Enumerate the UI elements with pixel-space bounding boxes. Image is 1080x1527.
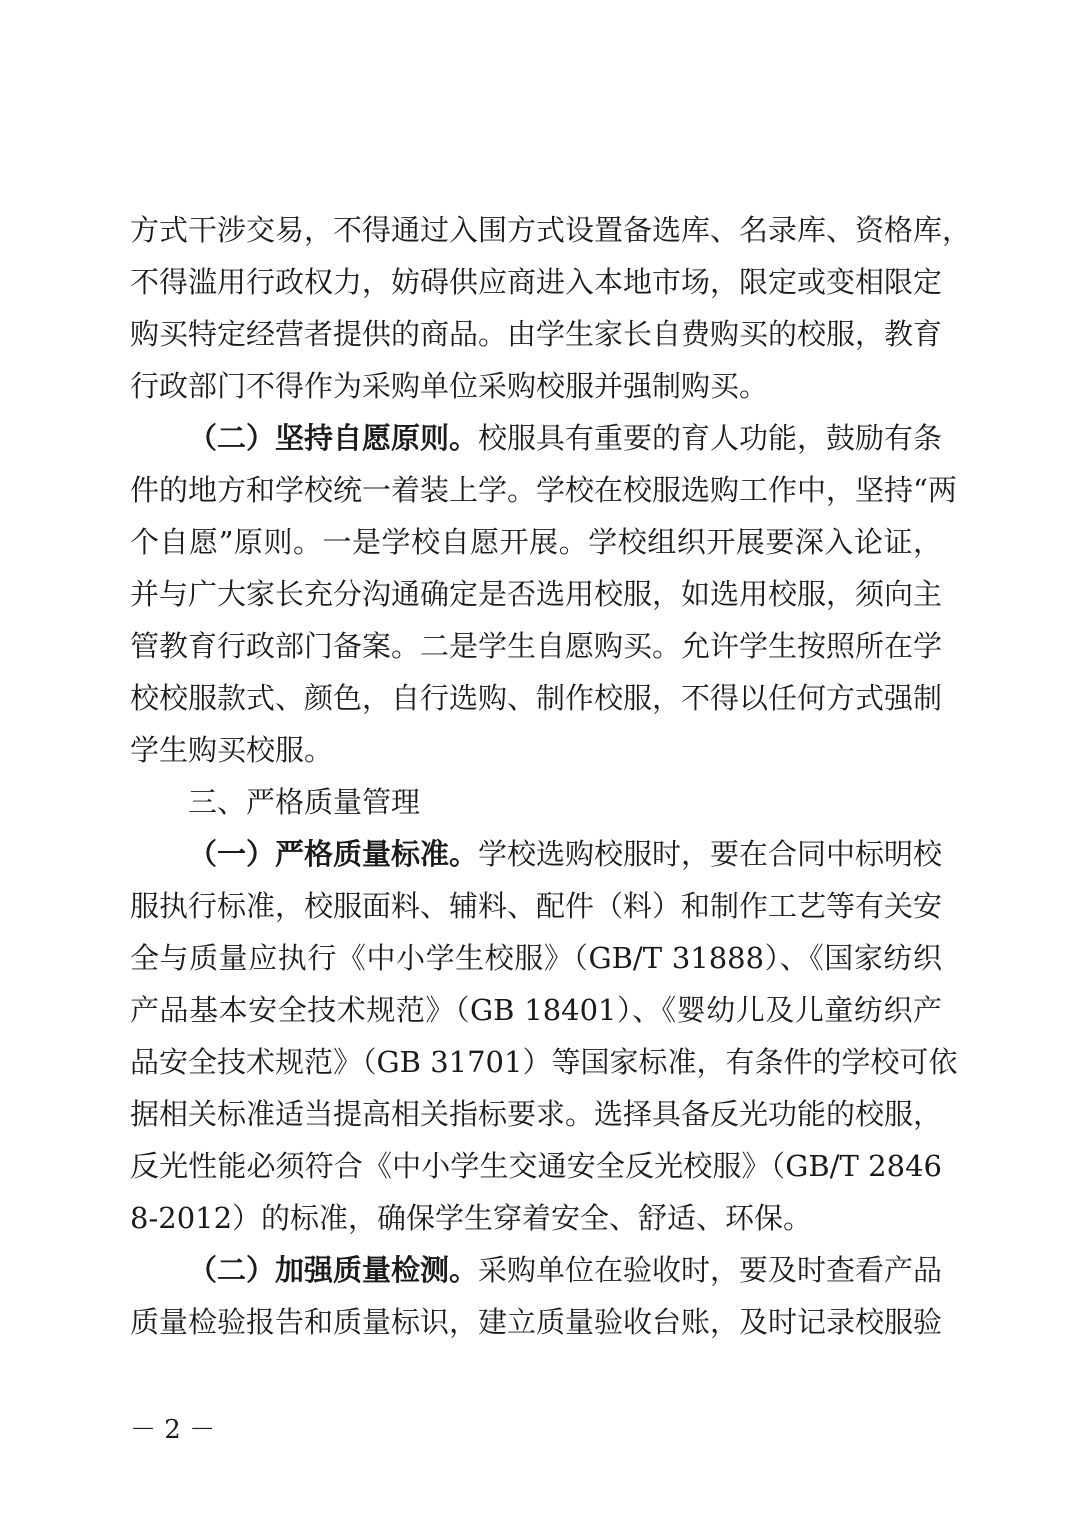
paragraph-3-line-7: 反光性能必须符合《中小学生交通安全反光校服》（GB/T 2846 [130, 1149, 942, 1183]
paragraph-3-line-6: 据相关标准适当提高相关指标要求。选择具备反光功能的校服， [130, 1097, 943, 1131]
paragraph-3-first-line-rest: 学校选购校服时，要在合同中标明校 [478, 837, 943, 871]
paragraph-3-line-4: 产品基本安全技术规范》（GB 18401）、《婴幼儿及儿童纺织产 [130, 993, 942, 1027]
paragraph-3-line-2: 服执行标准，校服面料、辅料、配件（料）和制作工艺等有关安 [130, 889, 943, 923]
paragraph-1-line-4: 行政部门不得作为采购单位采购校服并强制购买。 [130, 369, 769, 403]
paragraph-3-line-1 [188, 828, 942, 880]
paragraph-2-line-4: 并与广大家长充分沟通确定是否选用校服，如选用校服，须向主 [130, 577, 943, 611]
paragraph-3-line-3: 全与质量应执行《中小学生校服》（GB/T 31888）、《国家纺织 [130, 941, 942, 975]
paragraph-1-line-1: 方式干涉交易，不得通过入围方式设置备选库、名录库、资格库， [130, 213, 972, 247]
paragraph-2-line-7: 学生购买校服。 [130, 733, 334, 767]
paragraph-1-line-3: 购买特定经营者提供的商品。由学生家长自费购买的校服，教育 [130, 317, 943, 351]
paragraph-2-lead: （二）坚持自愿原则。 [188, 421, 479, 455]
paragraph-3-lead: （一）严格质量标准。 [188, 837, 479, 871]
paragraph-4-line-2: 质量检验报告和质量标识，建立质量验收台账，及时记录校服验 [130, 1305, 943, 1339]
paragraph-1-line-2: 不得滥用行政权力，妨碍供应商进入本地市场，限定或变相限定 [130, 265, 943, 299]
paragraph-2-line-6: 校校服款式、颜色，自行选购、制作校服，不得以任何方式强制 [130, 681, 943, 715]
paragraph-2-first-line-rest: 校服具有重要的育人功能，鼓励有条 [478, 421, 943, 455]
paragraph-4-lead: （二）加强质量检测。 [188, 1253, 479, 1287]
section-heading: 三、严格质量管理 [188, 785, 421, 819]
paragraph-2-line-2: 件的地方和学校统一着装上学。学校在校服选购工作中，坚持“两 [130, 473, 957, 507]
paragraph-4-line-1 [188, 1244, 942, 1296]
paragraph-3-line-5: 品安全技术规范》（GB 31701）等国家标准，有条件的学校可依 [130, 1045, 958, 1079]
paragraph-2-line-3: 个自愿”原则。一是学校自愿开展。学校组织开展要深入论证， [130, 525, 942, 559]
paragraph-4-first-line-rest: 采购单位在验收时，要及时查看产品 [478, 1253, 943, 1287]
paragraph-3-line-8: 8-2012）的标准，确保学生穿着安全、舒适、环保。 [130, 1201, 813, 1235]
page-number: － 2 － [130, 1415, 216, 1445]
paragraph-2-line-5: 管教育行政部门备案。二是学生自愿购买。允许学生按照所在学 [130, 629, 943, 663]
paragraph-2-line-1 [188, 412, 942, 464]
